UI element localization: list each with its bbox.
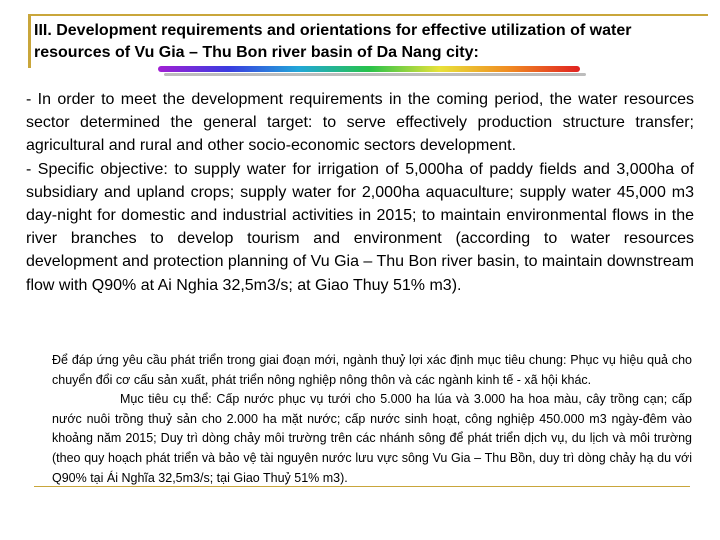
english-body [26, 88, 694, 297]
rainbow-divider-shadow [164, 73, 586, 76]
english-paragraph-specific-objective: - Specific objective: to supply water for irrigation of 5,000ha of paddy fields and 3,000ha of subsidiary and upland crops; supply water for 2,000ha aquaculture; supply water 45,000 m3 day-night for domestic and industrial activities in 2015; to maintain environmental flows in the river branches to develop tourism and environment (according to water resources development and protection planning of Vu Gia – Thu Bon river basin, to maintain downstream flow with Q90% at Ai Nghia 32,5m3/s; at Giao Thuy 51% m3). [26, 160, 694, 294]
rainbow-divider [158, 66, 580, 72]
vietnamese-body [52, 351, 692, 488]
title-top-border [28, 14, 708, 16]
english-paragraph-general-target: - In order to meet the development requirements in the coming period, the water resources sector determined the general target: to serve effectively production structure transfer; agricultural and rural and other socio-economic sectors development. [26, 91, 694, 155]
slide-title: III. Development requirements and orientations for effective utilization of water resources of Vu Gia – Thu Bon river basin of Da Nang city: [34, 22, 632, 61]
vietnamese-paragraph-specific-objective: Mục tiêu cụ thể: Cấp nước phục vụ tưới cho 5.000 ha lúa và 3.000 ha hoa màu, cây trồng cạn; cấp nước nuôi trồng thuỷ sản cho 2.000 ha mặt nước; cấp nước sinh hoạt, công nghiệp 450.000 m3 ngày-đêm vào khoảng năm 2015; Duy trì dòng chảy môi trường trên các nhánh sông để phát triển dịch vụ, du lịch và môi trường (theo quy hoạch phát triển và bảo vệ tài nguyên nước lưu vực sông Vu Gia – Thu Bồn, duy trì dòng chảy hạ du với Q90% tại Ái Nghĩa 32,5m3/s; tại Giao Thuỷ 51% m3). [52, 392, 692, 485]
vietnamese-paragraph-general-target: Để đáp ứng yêu cầu phát triển trong giai đoạn mới, ngành thuỷ lợi xác định mục tiêu chung: Phục vụ hiệu quả cho chuyển đổi cơ cấu sản xuất, phát triển nông nghiệp nông thôn và các ngành kinh tế - xã hội khác. [52, 353, 692, 387]
bottom-accent-line [34, 486, 690, 487]
title-left-border [28, 14, 31, 68]
title-block [28, 14, 708, 68]
